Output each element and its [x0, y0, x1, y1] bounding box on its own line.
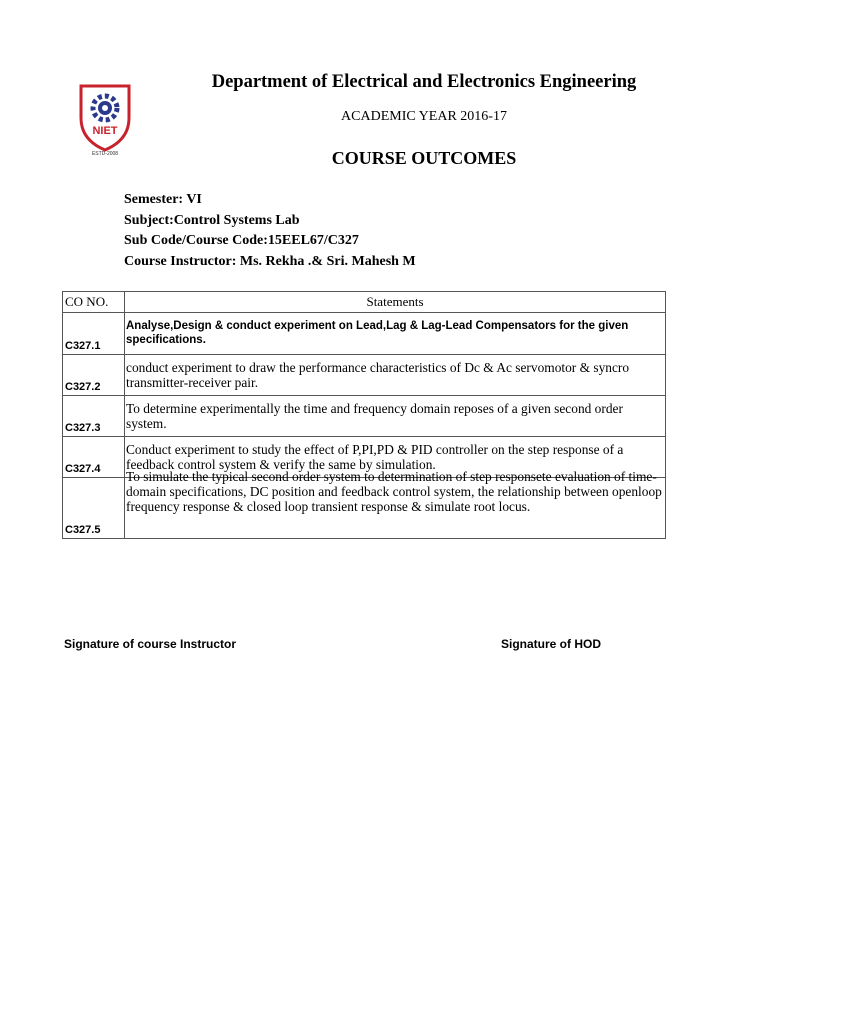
semester: Semester: VI [124, 192, 202, 207]
hod-signature-label: Signature of HOD [501, 637, 602, 651]
header-co-no: CO NO. [63, 292, 125, 313]
co-code: C327.4 [63, 437, 125, 478]
co-statement: conduct experiment to draw the performance characteristics of Dc & Ac servomotor & syncro transmitter-receiver pair. [125, 355, 666, 396]
department-title: Department of Electrical and Electronics Engineering [211, 72, 637, 92]
header-statements: Statements [125, 292, 666, 313]
course-outcomes-table [62, 291, 666, 539]
table-row [63, 478, 666, 539]
table-header-row [63, 292, 666, 313]
co-code: C327.1 [63, 313, 125, 355]
co-statement: Analyse,Design & conduct experiment on Lead,Lag & Lag-Lead Compensators for the given specifications. [125, 313, 666, 355]
table-row [63, 313, 666, 355]
page-heading: COURSE OUTCOMES [331, 148, 517, 168]
course-instructor: Course Instructor: Ms. Rekha .& Sri. Mahesh M [124, 253, 416, 269]
co-code: C327.2 [63, 355, 125, 396]
co-statement-cell [125, 469, 666, 539]
course-code: Sub Code/Course Code:15EEL67/C327 [124, 233, 359, 248]
subject: Subject:Control Systems Lab [124, 212, 300, 228]
co-statement: To simulate the typical second order system to determination of step responsete evaluation of time-domain specifications, DC position and feedback control system, the relationship between openloop frequency response & closed loop transient response & simulate root locus. [126, 469, 662, 514]
course-details [124, 190, 416, 272]
co-code: C327.3 [63, 396, 125, 437]
logo-estd: ESTD-2008 [91, 151, 119, 157]
co-code: C327.5 [63, 478, 125, 539]
co-statement: Conduct experiment to study the effect of P,PI,PD & PID controller on the step response of a feedback control system & verify the same by simulation. [125, 437, 666, 478]
academic-year: ACADEMIC YEAR 2016-17 [341, 109, 507, 124]
co-statement: To determine experimentally the time and frequency domain reposes of a given second order system. [125, 396, 666, 437]
table-row [63, 396, 666, 437]
table-row [63, 355, 666, 396]
instructor-signature-label: Signature of course Instructor [64, 637, 237, 651]
logo-letters: NIET [92, 125, 118, 137]
